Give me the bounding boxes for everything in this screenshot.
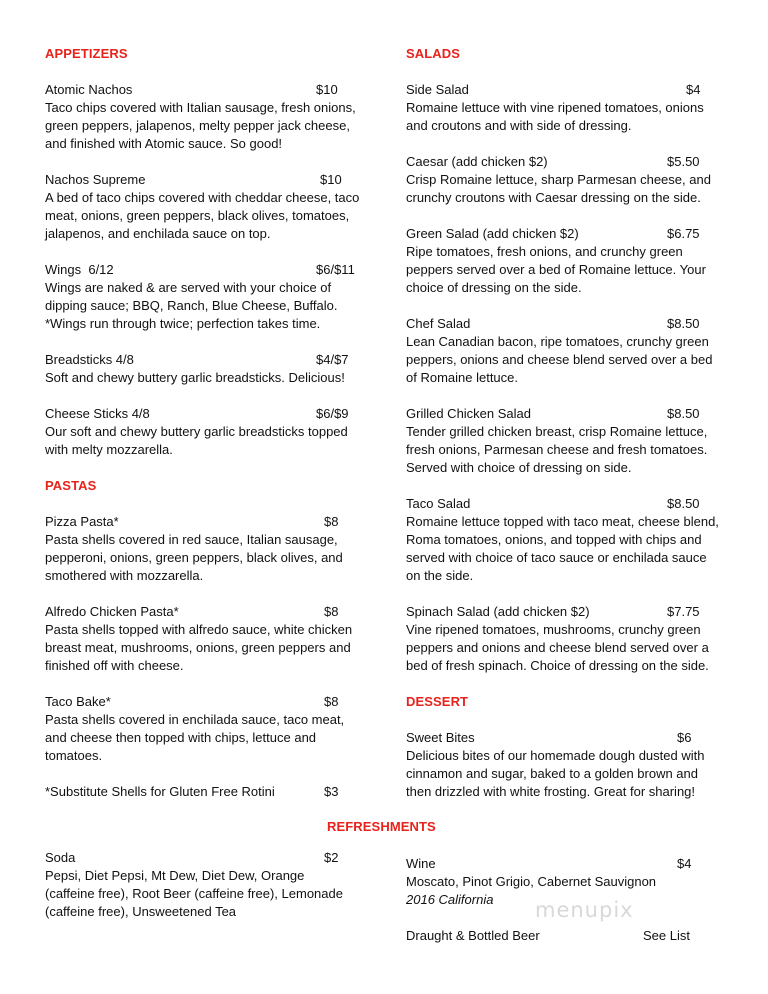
- watermark-logo: menupix: [535, 898, 634, 922]
- item-price: $5.50: [667, 154, 700, 169]
- item-description: Moscato, Pinot Grigio, Cabernet Sauvignon: [406, 874, 657, 889]
- item-name: Wine: [406, 856, 436, 871]
- item-price: $10: [316, 82, 338, 97]
- item-name: Caesar (add chicken $2): [406, 154, 548, 169]
- item-price: See List: [643, 928, 690, 943]
- item-name: Pizza Pasta*: [45, 514, 119, 529]
- section-heading-appetizers: APPETIZERS: [45, 46, 128, 61]
- item-price: $6/$11: [316, 262, 355, 277]
- menu-item: [406, 729, 724, 801]
- menu-item: [45, 513, 367, 585]
- item-name: Taco Bake*: [45, 694, 111, 709]
- item-name: Wings 6/12: [45, 262, 114, 277]
- menu-item: [406, 225, 724, 297]
- item-description: Pasta shells covered in enchilada sauce, taco meat, and cheese then topped with chips, lettuce and tomatoes.: [45, 712, 345, 763]
- menu-item: [45, 261, 367, 333]
- item-price: $8: [324, 694, 339, 709]
- section-heading-salads: SALADS: [406, 46, 461, 61]
- item-description: Taco chips covered with Italian sausage, fresh onions, green peppers, jalapenos, melty pepper jack cheese, and finished with Atomic sauce. So good!: [45, 100, 356, 151]
- item-description: Pasta shells covered in red sauce, Italian sausage, pepperoni, onions, green peppers, black olives, and smothered with mozzarella.: [45, 532, 343, 583]
- item-price: $7.75: [667, 604, 700, 619]
- item-description: Ripe tomatoes, fresh onions, and crunchy green peppers served over a bed of Romaine lettuce. Your choice of dressing on the side.: [406, 244, 706, 295]
- item-description: Vine ripened tomatoes, mushrooms, crunchy green peppers and onions and cheese blend served over a bed of fresh spinach. Choice of dressing on the side.: [406, 622, 709, 673]
- menu-item: [45, 351, 367, 387]
- item-price: $8.50: [667, 316, 700, 331]
- item-description: Tender grilled chicken breast, crisp Romaine lettuce, fresh onions, Parmesan cheese and fresh tomatoes. Served with choice of dressing on side.: [406, 424, 708, 475]
- item-price: $6: [677, 730, 692, 745]
- item-description: A bed of taco chips covered with cheddar cheese, taco meat, onions, green peppers, black olives, tomatoes, jalapenos, and enchilada sauce on top.: [45, 190, 360, 241]
- item-name: *Substitute Shells for Gluten Free Rotini: [45, 784, 275, 799]
- item-note: 2016 California: [406, 892, 494, 907]
- item-name: Atomic Nachos: [45, 82, 133, 97]
- item-price: $3: [324, 784, 339, 799]
- item-price: $4: [677, 856, 692, 871]
- menu-item-soda: [45, 849, 345, 921]
- menu-item: [45, 171, 367, 243]
- section-heading-refreshments: REFRESHMENTS: [327, 819, 436, 834]
- menu-item: [45, 81, 367, 153]
- item-price: $4: [686, 82, 701, 97]
- item-name: Grilled Chicken Salad: [406, 406, 532, 421]
- item-name: Nachos Supreme: [45, 172, 146, 187]
- item-price: $4/$7: [316, 352, 349, 367]
- menu-item-beer: [406, 927, 724, 945]
- item-description: Romaine lettuce topped with taco meat, cheese blend, Roma tomatoes, onions, and topped with chips and served with choice of taco sauce or enchilada sauce on the side.: [406, 514, 719, 583]
- menu-item-note: [45, 783, 367, 801]
- menu-item: [406, 315, 724, 387]
- item-price: $8.50: [667, 496, 700, 511]
- item-name: Soda: [45, 850, 76, 865]
- item-name: Sweet Bites: [406, 730, 475, 745]
- menu-item: [406, 153, 724, 207]
- item-price: $8: [324, 514, 339, 529]
- menu-item: [45, 693, 367, 765]
- item-name: Green Salad (add chicken $2): [406, 226, 579, 241]
- item-description: Pasta shells topped with alfredo sauce, white chicken breast meat, mushrooms, onions, green peppers and finished off with cheese.: [45, 622, 353, 673]
- menu-item: [406, 405, 724, 477]
- item-price: $6/$9: [316, 406, 349, 421]
- menu-item: [406, 81, 724, 135]
- item-name: Draught & Bottled Beer: [406, 928, 540, 943]
- item-description: Delicious bites of our homemade dough dusted with cinnamon and sugar, baked to a golden brown and then drizzled with white frosting. Great for sharing!: [406, 748, 705, 799]
- item-name: Cheese Sticks 4/8: [45, 406, 150, 421]
- item-description: Crisp Romaine lettuce, sharp Parmesan cheese, and crunchy croutons with Caesar dressing on the side.: [406, 172, 711, 205]
- item-description: Our soft and chewy buttery garlic breadsticks topped with melty mozzarella.: [45, 424, 348, 457]
- item-name: Breadsticks 4/8: [45, 352, 134, 367]
- item-price: $8.50: [667, 406, 700, 421]
- item-description: Soft and chewy buttery garlic breadsticks. Delicious!: [45, 370, 345, 385]
- item-name: Spinach Salad (add chicken $2): [406, 604, 590, 619]
- item-name: Chef Salad: [406, 316, 471, 331]
- menu-item: [406, 495, 724, 585]
- item-name: Side Salad: [406, 82, 469, 97]
- item-price: $6.75: [667, 226, 700, 241]
- item-price: $2: [324, 850, 339, 865]
- menu-item: [406, 603, 724, 675]
- item-description: Lean Canadian bacon, ripe tomatoes, crunchy green peppers, onions and cheese blend served over a bed of Romaine lettuce.: [406, 334, 713, 385]
- item-price: $8: [324, 604, 339, 619]
- menu-item: [45, 405, 367, 459]
- item-name: Alfredo Chicken Pasta*: [45, 604, 179, 619]
- item-description: Pepsi, Diet Pepsi, Mt Dew, Diet Dew, Orange (caffeine free), Root Beer (caffeine free), Lemonade (caffeine free), Unsweetened Tea: [45, 868, 343, 919]
- section-heading-dessert: DESSERT: [406, 694, 469, 709]
- menu-item: [45, 603, 367, 675]
- item-description: Romaine lettuce with vine ripened tomatoes, onions and croutons and with side of dressing.: [406, 100, 704, 133]
- item-description: Wings are naked & are served with your choice of dipping sauce; BBQ, Ranch, Blue Cheese, Buffalo.: [45, 280, 338, 313]
- section-heading-pastas: PASTAS: [45, 478, 97, 493]
- item-name: Taco Salad: [406, 496, 471, 511]
- item-price: $10: [320, 172, 342, 187]
- item-note: *Wings run through twice; perfection takes time.: [45, 316, 321, 331]
